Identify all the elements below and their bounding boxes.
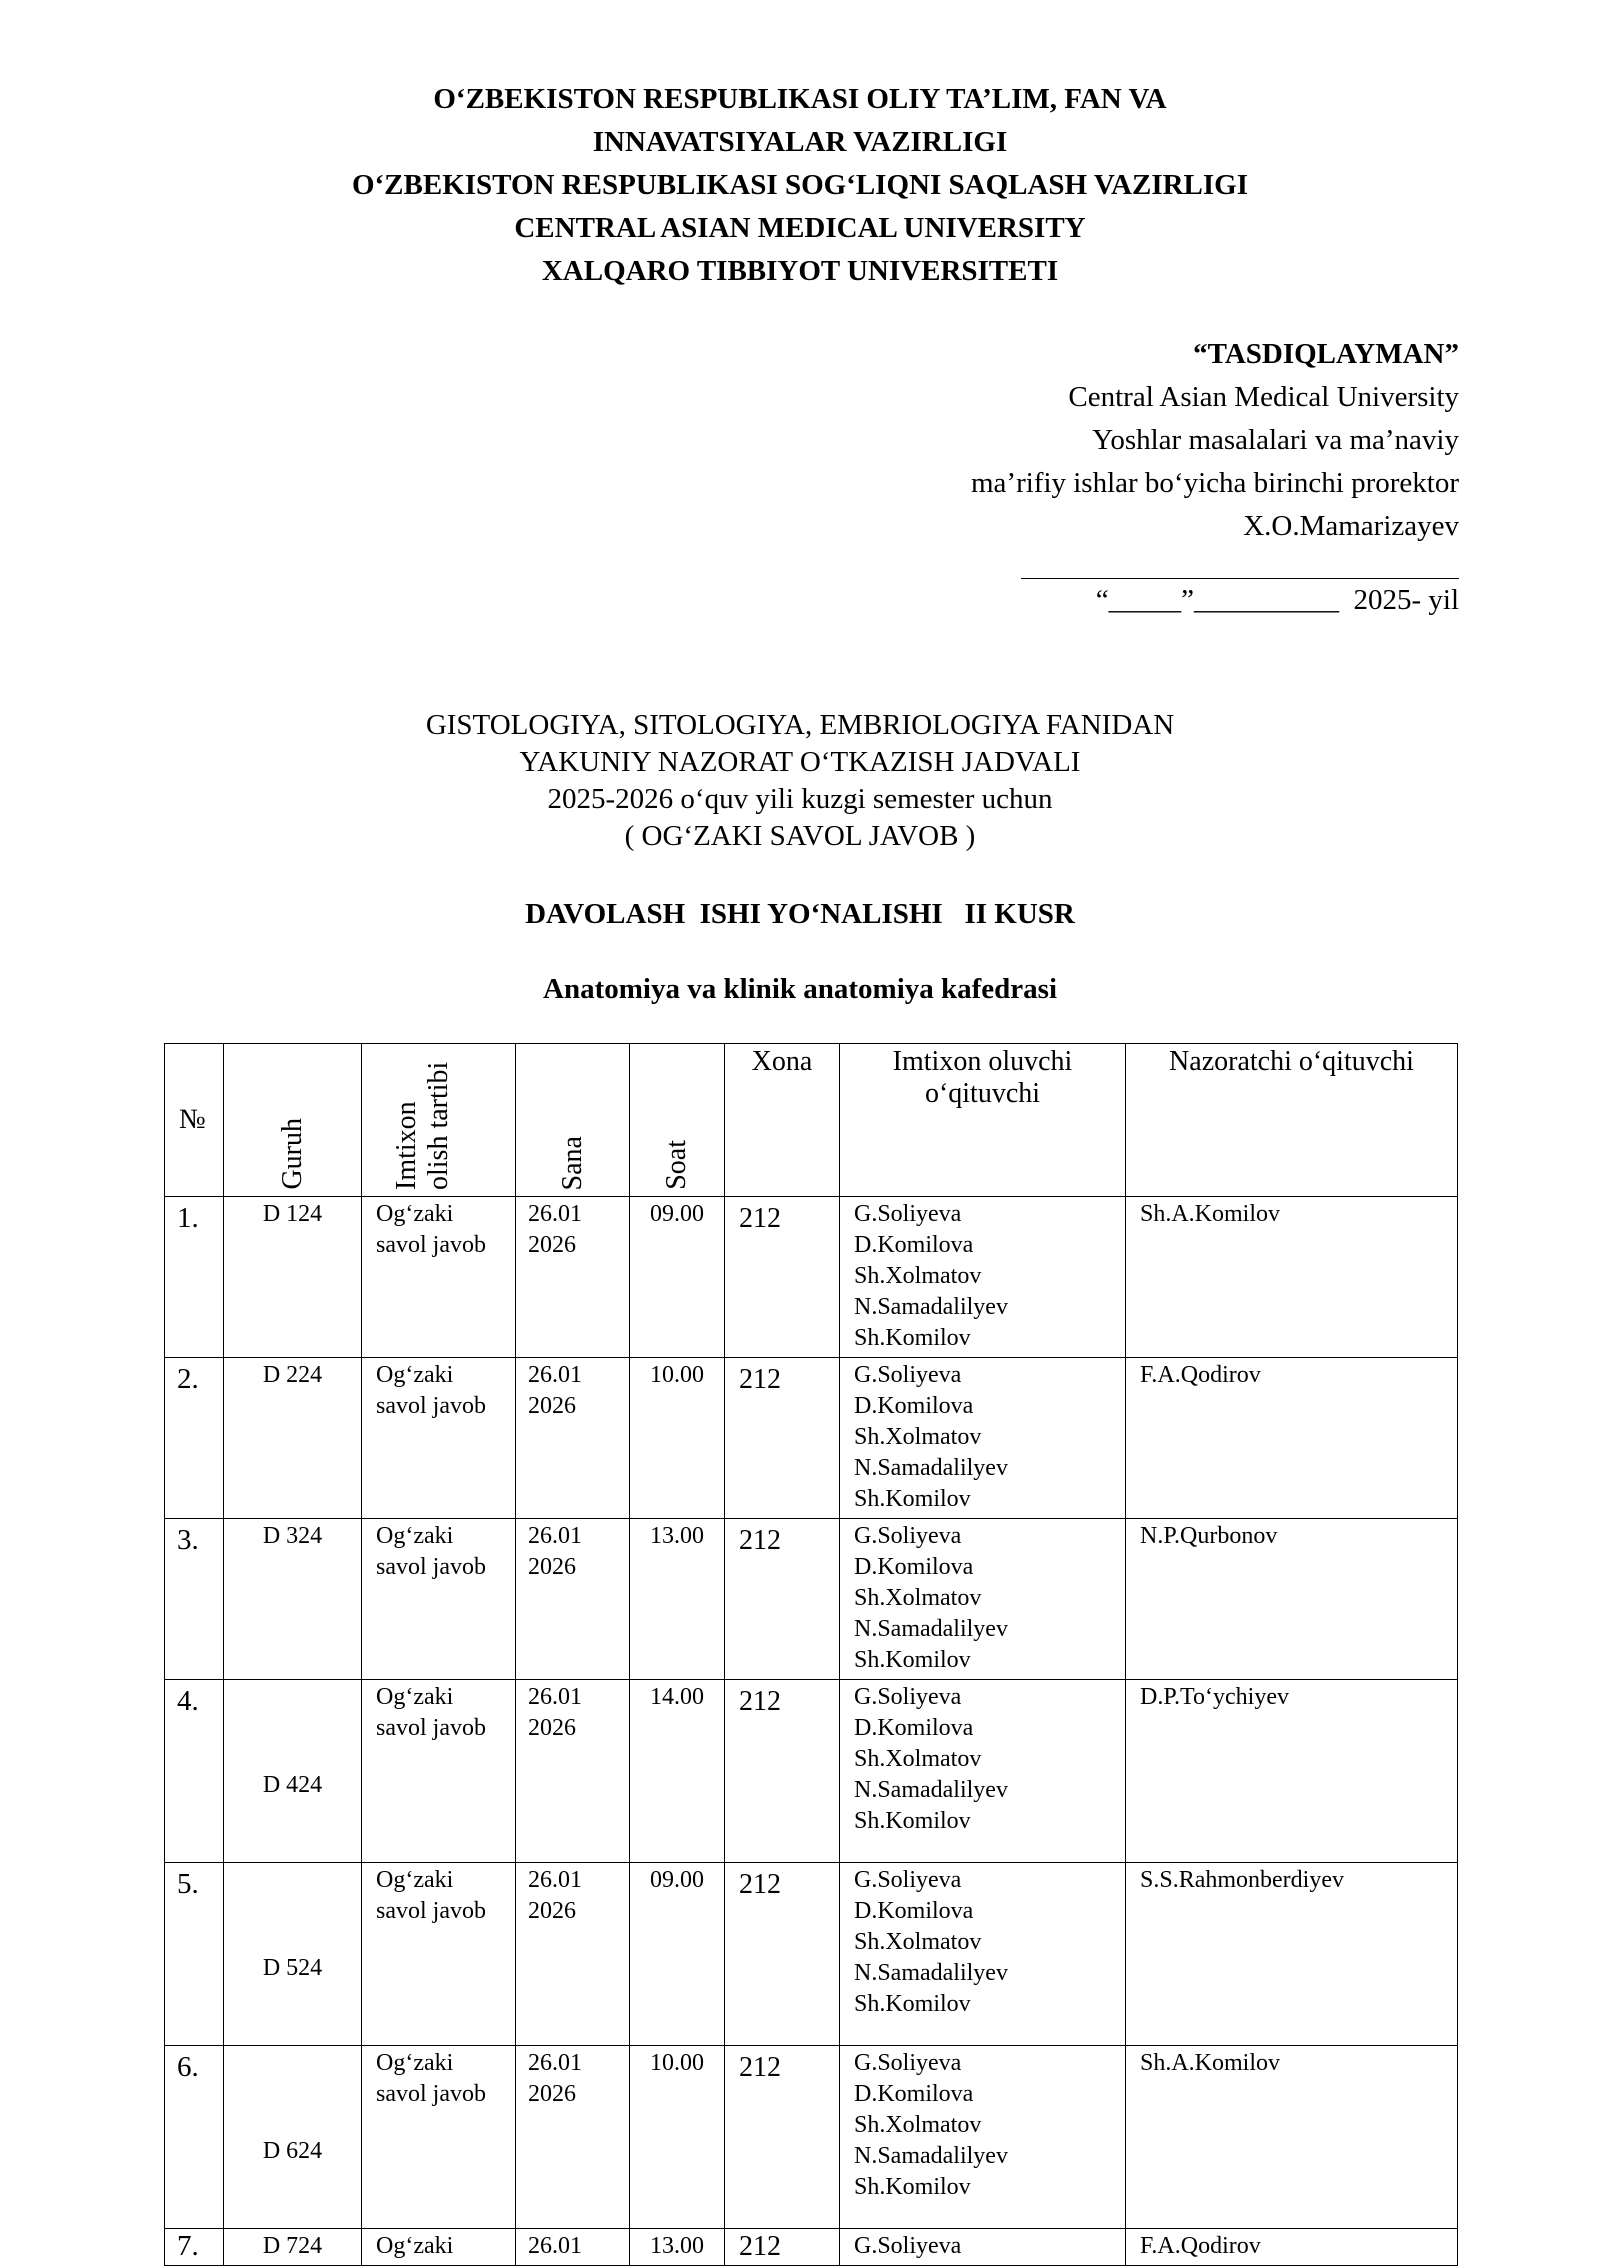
approval-line: Central Asian Medical University (1068, 381, 1459, 413)
table-header-row (165, 1044, 1458, 1197)
header-exam-type: Imtixon olish tartibi (362, 1044, 516, 1197)
row-date: 26.01 2026 (516, 1863, 630, 2046)
table-row (165, 1358, 1458, 1519)
row-exam-type: Og‘zaki savol javob (362, 1863, 516, 2046)
header-supervisor: Nazoratchi o‘qituvchi (1126, 1044, 1458, 1197)
title-line: GISTOLOGIYA, SITOLOGIYA, EMBRIOLOGIYA FANIDAN (425, 709, 1175, 741)
row-examiners: G.Soliyeva D.Komilova Sh.Xolmatov N.Samadalilyev Sh.Komilov (840, 1197, 1126, 1358)
header-line: CENTRAL ASIAN MEDICAL UNIVERSITY (514, 212, 1086, 244)
header-line: XALQARO TIBBIYOT UNIVERSITETI (541, 255, 1059, 287)
approval-line: Yoshlar masalalari va ma’naviy (1092, 424, 1459, 456)
row-supervisor: F.A.Qodirov (1126, 2229, 1458, 2266)
row-exam-type: Og‘zaki savol javob (362, 1680, 516, 1863)
row-number: 6. (165, 2046, 224, 2229)
document-header (0, 78, 1600, 293)
row-group: D 524 (224, 1863, 362, 2046)
title-line: ( OG‘ZAKI SAVOL JAVOB ) (624, 820, 976, 852)
row-date: 26.01 2026 (516, 1358, 630, 1519)
table-row (165, 2229, 1458, 2266)
row-number: 3. (165, 1519, 224, 1680)
row-room: 212 (725, 1680, 840, 1863)
row-supervisor: S.S.Rahmonberdiyev (1126, 1863, 1458, 2046)
header-time: Soat (630, 1044, 725, 1197)
row-supervisor: F.A.Qodirov (1126, 1358, 1458, 1519)
row-time: 09.00 (630, 1863, 725, 2046)
row-supervisor: D.P.To‘ychiyev (1126, 1680, 1458, 1863)
row-date: 26.01 2026 (516, 1519, 630, 1680)
title-line: 2025-2026 o‘quv yili kuzgi semester uchun (547, 783, 1053, 815)
row-group: D 224 (224, 1358, 362, 1519)
approval-block (971, 333, 1459, 622)
header-number: № (165, 1044, 224, 1197)
row-time: 10.00 (630, 2046, 725, 2229)
row-date: 26.01 (516, 2229, 630, 2266)
row-examiners: G.Soliyeva D.Komilova Sh.Xolmatov N.Samadalilyev Sh.Komilov (840, 1519, 1126, 1680)
header-line: INNAVATSIYALAR VAZIRLIGI (592, 126, 1008, 158)
row-group: D 124 (224, 1197, 362, 1358)
row-exam-type: Og‘zaki (362, 2229, 516, 2266)
row-date: 26.01 2026 (516, 1680, 630, 1863)
header-room: Xona (725, 1044, 840, 1197)
header-date: Sana (516, 1044, 630, 1197)
signature-line (1021, 548, 1459, 579)
row-supervisor: Sh.A.Komilov (1126, 1197, 1458, 1358)
row-number: 4. (165, 1680, 224, 1863)
approval-stamp: “TASDIQLAYMAN” (1193, 338, 1459, 370)
approval-signer: X.O.Mamarizayev (1243, 510, 1459, 542)
row-number: 5. (165, 1863, 224, 2046)
header-group: Guruh (224, 1044, 362, 1197)
row-examiners: G.Soliyeva D.Komilova Sh.Xolmatov N.Samadalilyev Sh.Komilov (840, 2046, 1126, 2229)
schedule-table (164, 1043, 1458, 2266)
row-number: 1. (165, 1197, 224, 1358)
approval-date-line: “_____”__________ 2025- yil (1095, 584, 1459, 616)
row-room: 212 (725, 1358, 840, 1519)
row-group: D 624 (224, 2046, 362, 2229)
row-group: D 324 (224, 1519, 362, 1680)
row-number: 2. (165, 1358, 224, 1519)
document-titles (0, 707, 1600, 855)
table-row (165, 2046, 1458, 2229)
row-date: 26.01 2026 (516, 1197, 630, 1358)
row-room: 212 (725, 1197, 840, 1358)
table-row (165, 1680, 1458, 1863)
title-line: YAKUNIY NAZORAT O‘TKAZISH JADVALI (519, 746, 1081, 778)
row-examiners: G.Soliyeva (840, 2229, 1126, 2266)
row-supervisor: Sh.A.Komilov (1126, 2046, 1458, 2229)
row-examiners: G.Soliyeva D.Komilova Sh.Xolmatov N.Samadalilyev Sh.Komilov (840, 1680, 1126, 1863)
row-exam-type: Og‘zaki savol javob (362, 1197, 516, 1358)
header-line: O‘ZBEKISTON RESPUBLIKASI OLIY TA’LIM, FAN VA (433, 83, 1167, 115)
row-examiners: G.Soliyeva D.Komilova Sh.Xolmatov N.Samadalilyev Sh.Komilov (840, 1358, 1126, 1519)
row-time: 13.00 (630, 2229, 725, 2266)
row-number: 7. (165, 2229, 224, 2266)
row-time: 09.00 (630, 1197, 725, 1358)
row-time: 13.00 (630, 1519, 725, 1680)
department-heading: Anatomiya va klinik anatomiya kafedrasi (543, 973, 1057, 1005)
row-time: 10.00 (630, 1358, 725, 1519)
row-date: 26.01 2026 (516, 2046, 630, 2229)
row-exam-type: Og‘zaki savol javob (362, 1519, 516, 1680)
row-group: D 724 (224, 2229, 362, 2266)
row-room: 212 (725, 2229, 840, 2266)
direction-heading: DAVOLASH ISHI YO‘NALISHI II KUSR (525, 898, 1075, 930)
row-room: 212 (725, 1863, 840, 2046)
row-examiners: G.Soliyeva D.Komilova Sh.Xolmatov N.Samadalilyev Sh.Komilov (840, 1863, 1126, 2046)
header-examiner: Imtixon oluvchi o‘qituvchi (840, 1044, 1126, 1197)
row-group: D 424 (224, 1680, 362, 1863)
row-exam-type: Og‘zaki savol javob (362, 1358, 516, 1519)
row-room: 212 (725, 2046, 840, 2229)
header-line: O‘ZBEKISTON RESPUBLIKASI SOG‘LIQNI SAQLASH VAZIRLIGI (351, 169, 1249, 201)
table-row (165, 1863, 1458, 2046)
row-exam-type: Og‘zaki savol javob (362, 2046, 516, 2229)
row-room: 212 (725, 1519, 840, 1680)
table-row (165, 1197, 1458, 1358)
row-supervisor: N.P.Qurbonov (1126, 1519, 1458, 1680)
approval-line: ma’rifiy ishlar bo‘yicha birinchi prorektor (970, 467, 1459, 499)
row-time: 14.00 (630, 1680, 725, 1863)
table-row (165, 1519, 1458, 1680)
